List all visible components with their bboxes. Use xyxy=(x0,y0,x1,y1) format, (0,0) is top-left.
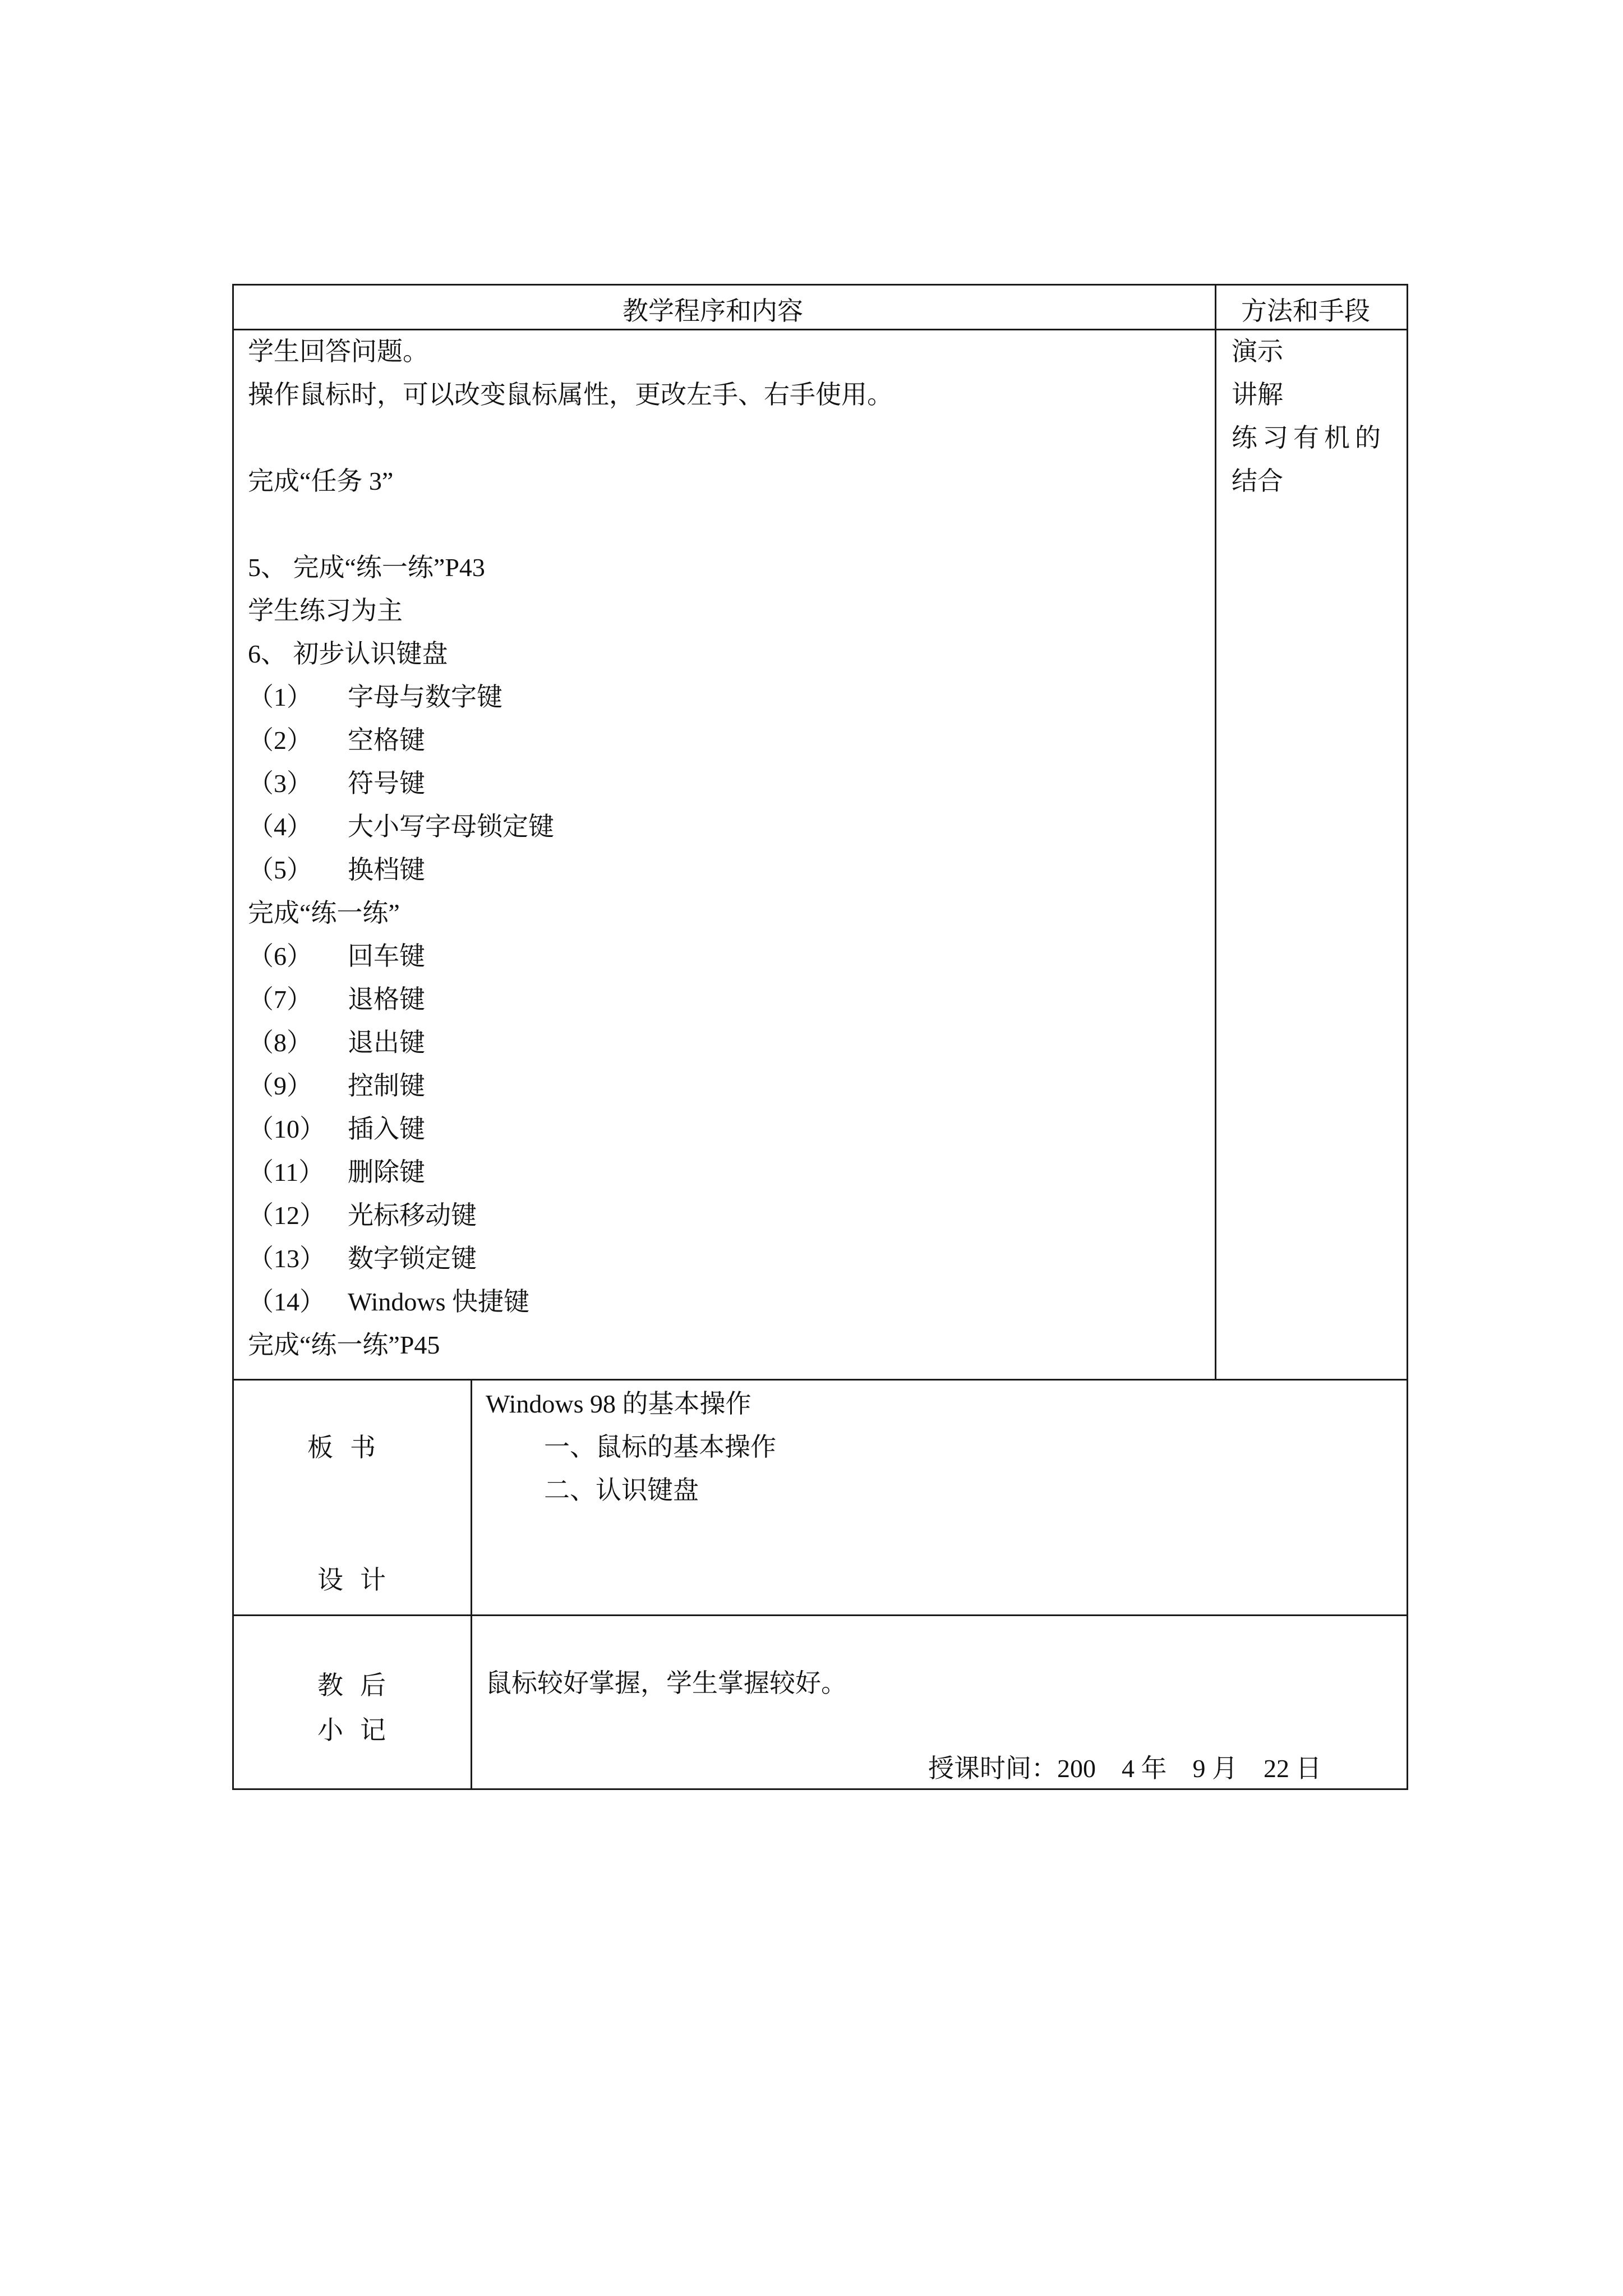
board-label-bottom: 设计 xyxy=(317,1566,403,1594)
column-divider-methods xyxy=(1215,284,1216,1381)
item-text: 学生练习为主 xyxy=(248,596,403,625)
item-text: 换档键 xyxy=(348,855,425,884)
item-text: 数字锁定键 xyxy=(348,1244,477,1273)
procedure-line xyxy=(248,1064,425,1107)
item-number: （11） xyxy=(248,1158,325,1186)
item-text: 完成“练一练”P45 xyxy=(248,1331,440,1359)
item-text: 光标移动键 xyxy=(348,1201,477,1230)
item-text: 大小写字母锁定键 xyxy=(348,812,554,841)
methods-line: 演示 xyxy=(1232,337,1283,366)
notes-label-top: 教后 xyxy=(317,1671,403,1700)
procedure-line xyxy=(248,719,425,762)
methods-line: 结合 xyxy=(1232,467,1283,495)
item-text: 空格键 xyxy=(348,726,425,754)
item-text: 6、 初步认识键盘 xyxy=(248,639,448,668)
item-text: 控制键 xyxy=(348,1071,425,1100)
item-text: 退格键 xyxy=(348,985,425,1014)
methods-line: 讲解 xyxy=(1232,380,1283,409)
item-number: （4） xyxy=(248,812,312,841)
procedure-line xyxy=(248,805,554,848)
procedure-line xyxy=(248,330,428,373)
item-number: （7） xyxy=(248,985,312,1014)
lesson-date: 授课时间：200 4 年 9 月 22 日 xyxy=(928,1754,1322,1783)
board-line-title: Windows 98 的基本操作 xyxy=(486,1389,751,1418)
item-number: （9） xyxy=(248,1071,312,1100)
item-text: Windows 快捷键 xyxy=(348,1287,529,1316)
item-text: 完成“练一练” xyxy=(248,899,400,927)
procedure-line xyxy=(248,1323,440,1366)
methods-line: 练习有机的 xyxy=(1232,424,1386,452)
item-text: 操作鼠标时，可以改变鼠标属性，更改左手、右手使用。 xyxy=(248,380,893,409)
item-number: （13） xyxy=(248,1244,325,1273)
notes-label-bottom: 小记 xyxy=(317,1716,403,1745)
item-number: （5） xyxy=(248,855,312,884)
procedure-line xyxy=(248,546,485,589)
board-line-2: 二、认识键盘 xyxy=(544,1476,699,1504)
board-label-top: 板书 xyxy=(307,1433,393,1462)
column-divider-labels xyxy=(471,1379,472,1790)
procedure-line xyxy=(248,935,425,978)
item-text: 5、 完成“练一练”P43 xyxy=(248,553,485,582)
procedure-line xyxy=(248,891,400,935)
item-text: 学生回答问题。 xyxy=(248,337,428,366)
notes-text: 鼠标较好掌握，学生掌握较好。 xyxy=(486,1669,847,1697)
item-text: 插入键 xyxy=(348,1115,425,1143)
procedure-line xyxy=(248,1151,425,1194)
table-row-divider-1 xyxy=(232,1379,1408,1381)
item-text: 回车键 xyxy=(348,942,425,970)
header-procedure: 教学程序和内容 xyxy=(623,297,803,325)
procedure-line xyxy=(248,1107,425,1151)
item-number: （6） xyxy=(248,942,312,970)
item-number: （2） xyxy=(248,726,312,754)
procedure-line xyxy=(248,459,393,503)
procedure-line xyxy=(248,1237,477,1280)
procedure-line xyxy=(248,1194,477,1237)
item-number: （10） xyxy=(248,1115,325,1143)
item-text: 完成“任务 3” xyxy=(248,467,394,495)
item-text: 字母与数字键 xyxy=(348,683,502,711)
item-number: （1） xyxy=(248,683,312,711)
procedure-line xyxy=(248,762,425,805)
procedure-line xyxy=(248,373,893,416)
table-border-left xyxy=(232,284,234,1790)
procedure-line xyxy=(248,1280,529,1323)
procedure-line xyxy=(248,978,425,1021)
item-text: 删除键 xyxy=(348,1158,425,1186)
board-line-1: 一、鼠标的基本操作 xyxy=(544,1433,776,1461)
item-text: 退出键 xyxy=(348,1028,425,1057)
table-border-right xyxy=(1407,284,1408,1790)
procedure-line xyxy=(248,589,403,632)
header-methods: 方法和手段 xyxy=(1241,297,1370,325)
item-number: （12） xyxy=(248,1201,325,1230)
table-border-top xyxy=(232,284,1408,286)
item-number: （8） xyxy=(248,1028,312,1057)
procedure-line xyxy=(248,848,425,891)
procedure-line xyxy=(248,632,448,675)
item-number: （3） xyxy=(248,769,312,798)
item-number: （14） xyxy=(248,1287,325,1316)
procedure-line xyxy=(248,1021,425,1064)
item-text: 符号键 xyxy=(348,769,425,798)
table-row-divider-2 xyxy=(232,1614,1408,1616)
procedure-line xyxy=(248,675,502,719)
